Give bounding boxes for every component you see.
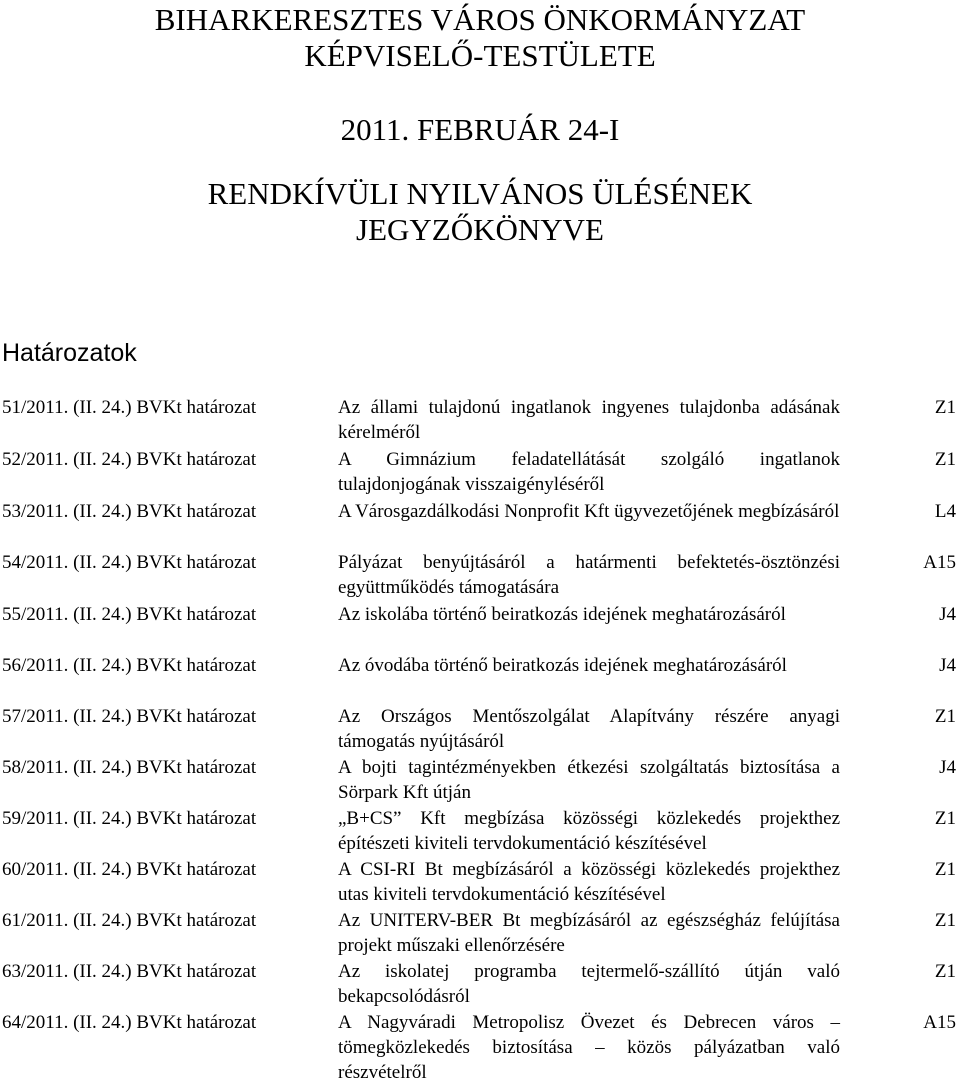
header-line-2: KÉPVISELŐ-TESTÜLETE	[304, 38, 656, 73]
resolution-code: Z1	[934, 910, 956, 931]
resolution-code: Z1	[934, 449, 956, 470]
resolution-number: 61/2011. (II. 24.) BVKt határozat	[2, 910, 257, 931]
resolution-title: Az UNITERV-BER Bt megbízásáról az egészségház felújítása projekt műszaki ellenőrzésére	[338, 910, 840, 956]
resolution-code: Z1	[934, 859, 956, 880]
resolution-code: Z1	[934, 961, 956, 982]
subtitle-line-2: JEGYZŐKÖNYVE	[356, 212, 604, 247]
resolution-number: 55/2011. (II. 24.) BVKt határozat	[2, 604, 257, 625]
resolution-title: A Nagyváradi Metropolisz Övezet és Debrecen város – tömegközlekedés biztosítása – közös pályázatban való részvételről	[338, 1012, 840, 1083]
subtitle-line-1: RENDKÍVÜLI NYILVÁNOS ÜLÉSÉNEK	[207, 176, 753, 211]
header-line-1: BIHARKERESZTES VÁROS ÖNKORMÁNYZAT	[154, 2, 806, 37]
resolution-title: A Városgazdálkodási Nonprofit Kft ügyvezetőjének megbízásáról	[338, 501, 840, 522]
document-header	[0, 2, 960, 74]
resolution-code: Z1	[934, 397, 956, 418]
resolution-title: Az óvodába történő beiratkozás idejének meghatározásáról	[338, 655, 787, 676]
resolution-code: A15	[923, 1012, 956, 1033]
resolution-title: Az iskolába történő beiratkozás idejének meghatározásáról	[338, 604, 786, 625]
document-subtitle	[0, 176, 960, 248]
meeting-date: 2011. FEBRUÁR 24-I	[340, 112, 620, 147]
resolution-number: 53/2011. (II. 24.) BVKt határozat	[2, 501, 257, 522]
section-title: Határozatok	[2, 339, 137, 367]
resolution-title: Az iskolatej programba tejtermelő-szállító útján való bekapcsolódásról	[338, 961, 840, 1007]
resolution-title: A bojti tagintézményekben étkezési szolgáltatás biztosítása a Sörpark Kft útján	[338, 757, 840, 803]
resolution-title: Az állami tulajdonú ingatlanok ingyenes tulajdonba adásának kérelméről	[338, 397, 840, 443]
resolution-title: A Gimnázium feladatellátását szolgáló ingatlanok tulajdonjogának visszaigényléséről	[338, 449, 840, 495]
resolution-number: 58/2011. (II. 24.) BVKt határozat	[2, 757, 257, 778]
resolution-code: Z1	[934, 808, 956, 829]
resolution-code: Z1	[934, 706, 956, 727]
resolution-code: L4	[934, 501, 956, 522]
resolution-number: 51/2011. (II. 24.) BVKt határozat	[2, 397, 257, 418]
resolution-number: 54/2011. (II. 24.) BVKt határozat	[2, 552, 257, 573]
resolution-number: 59/2011. (II. 24.) BVKt határozat	[2, 808, 257, 829]
resolution-code: A15	[923, 552, 956, 573]
resolution-number: 60/2011. (II. 24.) BVKt határozat	[2, 859, 257, 880]
resolution-number: 52/2011. (II. 24.) BVKt határozat	[2, 449, 257, 470]
resolution-title: Pályázat benyújtásáról a határmenti befektetés-ösztönzési együttműködés támogatására	[338, 552, 840, 598]
resolution-code: J4	[939, 655, 956, 676]
resolution-code: J4	[939, 757, 956, 778]
resolution-number: 64/2011. (II. 24.) BVKt határozat	[2, 1012, 257, 1033]
resolution-number: 57/2011. (II. 24.) BVKt határozat	[2, 706, 257, 727]
resolution-code: J4	[939, 604, 956, 625]
resolution-number: 56/2011. (II. 24.) BVKt határozat	[2, 655, 257, 676]
resolution-number: 63/2011. (II. 24.) BVKt határozat	[2, 961, 257, 982]
resolution-title: Az Országos Mentőszolgálat Alapítvány részére anyagi támogatás nyújtásáról	[338, 706, 840, 752]
resolution-title: „B+CS” Kft megbízása közösségi közlekedés projekthez építészeti kiviteli tervdokumentáció készítésével	[338, 808, 840, 854]
resolution-title: A CSI-RI Bt megbízásáról a közösségi közlekedés projekthez utas kiviteli tervdokumentáció készítésével	[338, 859, 840, 905]
